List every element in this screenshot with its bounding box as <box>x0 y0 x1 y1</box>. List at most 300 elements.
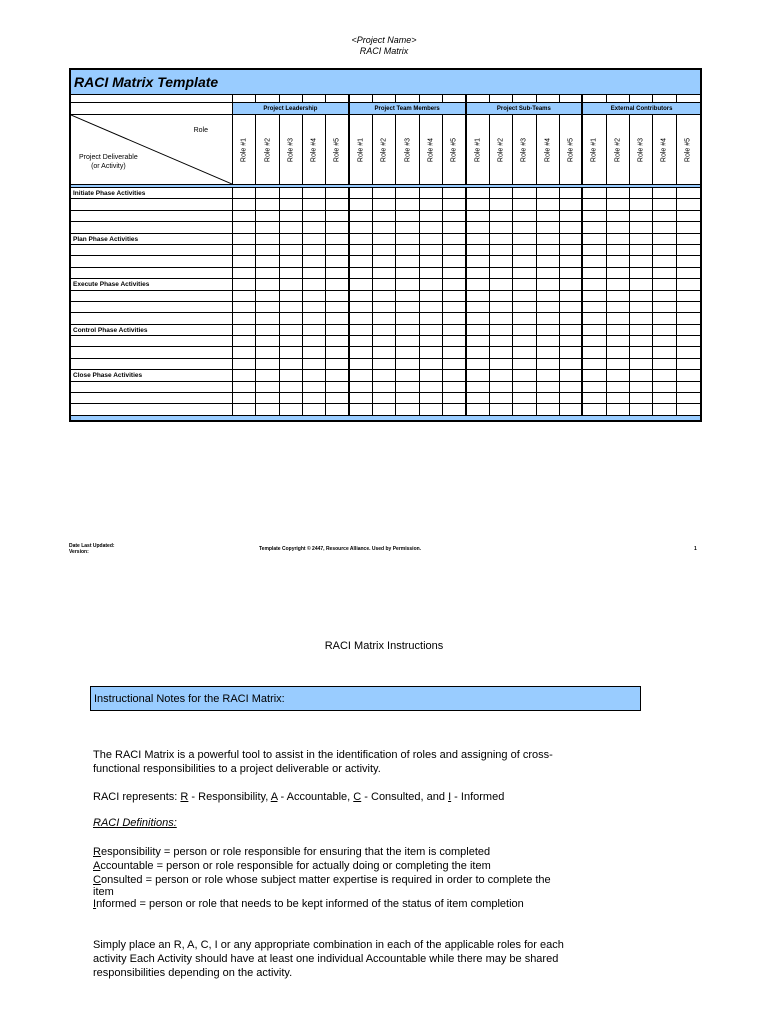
raci-cell <box>350 256 373 267</box>
raci-cell <box>256 234 279 245</box>
role-column-header <box>583 115 606 185</box>
matrix-spacer-cell <box>513 95 536 103</box>
raci-cell <box>280 211 303 222</box>
raci-cell <box>233 336 256 347</box>
raci-cell <box>396 199 419 210</box>
raci-represents-line: RACI represents: R - Responsibility, A - Accountable, C - Consulted, and I - Informed <box>93 791 505 803</box>
activity-cell <box>71 222 233 233</box>
role-column-header <box>630 115 653 185</box>
version-label: Version: <box>69 549 89 555</box>
raci-cell <box>560 302 583 313</box>
raci-cell <box>537 291 560 302</box>
raci-cell <box>326 256 349 267</box>
raci-cell <box>420 302 443 313</box>
raci-cell <box>443 211 466 222</box>
raci-cell <box>607 268 630 279</box>
role-label: Role #4 <box>544 137 552 162</box>
raci-cell <box>280 404 303 415</box>
raci-cell <box>490 222 513 233</box>
raci-cell <box>280 313 303 324</box>
raci-cell <box>653 256 676 267</box>
raci-cell <box>560 256 583 267</box>
matrix-bottom-bar <box>71 416 700 422</box>
raci-cell <box>490 245 513 256</box>
raci-cell <box>396 347 419 358</box>
instructional-notes-heading: Instructional Notes for the RACI Matrix: <box>94 692 285 705</box>
raci-cell <box>653 359 676 370</box>
definition-consulted-cont: item <box>93 886 114 898</box>
raci-cell <box>653 188 676 199</box>
raci-cell <box>373 370 396 381</box>
raci-cell <box>537 188 560 199</box>
raci-cell <box>303 199 326 210</box>
matrix-spacer-cell <box>350 95 373 103</box>
raci-cell <box>677 222 700 233</box>
raci-cell <box>607 199 630 210</box>
raci-cell <box>560 245 583 256</box>
raci-cell <box>420 313 443 324</box>
closing-paragraph <box>93 938 653 980</box>
activity-cell <box>71 382 233 393</box>
raci-cell <box>420 211 443 222</box>
raci-cell <box>280 347 303 358</box>
raci-cell <box>373 359 396 370</box>
raci-cell <box>373 234 396 245</box>
raci-cell <box>490 256 513 267</box>
raci-cell <box>490 313 513 324</box>
raci-cell <box>443 325 466 336</box>
raci-cell <box>256 222 279 233</box>
matrix-spacer-cell <box>607 95 630 103</box>
phase-activity-label: Close Phase Activities <box>71 370 233 381</box>
raci-cell <box>583 382 606 393</box>
role-column-header <box>537 115 560 185</box>
raci-cell <box>350 313 373 324</box>
raci-cell <box>256 359 279 370</box>
raci-cell <box>280 302 303 313</box>
raci-cell <box>630 291 653 302</box>
raci-cell <box>653 291 676 302</box>
raci-cell <box>280 370 303 381</box>
raci-cell <box>350 370 373 381</box>
raci-cell <box>303 302 326 313</box>
role-column-header <box>350 115 373 185</box>
raci-cell <box>467 359 490 370</box>
raci-cell <box>303 404 326 415</box>
raci-cell <box>490 370 513 381</box>
role-column-header <box>560 115 583 185</box>
role-label: Role #2 <box>264 137 272 162</box>
activity-cell <box>71 211 233 222</box>
raci-cell <box>583 222 606 233</box>
raci-cell <box>256 268 279 279</box>
matrix-spacer-cell <box>256 95 279 103</box>
raci-cell <box>607 347 630 358</box>
matrix-spacer-cell <box>373 95 396 103</box>
raci-cell <box>303 222 326 233</box>
activity-cell <box>71 313 233 324</box>
raci-cell <box>537 222 560 233</box>
raci-cell <box>653 211 676 222</box>
matrix-spacer-cell <box>490 95 513 103</box>
raci-cell <box>280 393 303 404</box>
activity-cell <box>71 347 233 358</box>
raci-cell <box>677 336 700 347</box>
raci-cell <box>443 279 466 290</box>
raci-cell <box>513 382 536 393</box>
raci-cell <box>280 245 303 256</box>
raci-cell <box>350 382 373 393</box>
raci-cell <box>326 302 349 313</box>
raci-cell <box>607 370 630 381</box>
raci-cell <box>373 291 396 302</box>
raci-cell <box>256 325 279 336</box>
raci-cell <box>467 404 490 415</box>
raci-cell <box>490 393 513 404</box>
raci-cell <box>513 222 536 233</box>
raci-cell <box>537 313 560 324</box>
role-label: Role #1 <box>474 137 482 162</box>
matrix-spacer-cell <box>653 95 676 103</box>
raci-cell <box>490 291 513 302</box>
raci-cell <box>303 211 326 222</box>
raci-cell <box>233 370 256 381</box>
matrix-spacer-cell <box>443 95 466 103</box>
raci-cell <box>583 245 606 256</box>
raci-cell <box>396 313 419 324</box>
raci-cell <box>420 222 443 233</box>
raci-cell <box>326 313 349 324</box>
raci-cell <box>443 393 466 404</box>
raci-cell <box>373 393 396 404</box>
role-label: Role #2 <box>614 137 622 162</box>
raci-cell <box>513 302 536 313</box>
phase-activity-label: Control Phase Activities <box>71 325 233 336</box>
raci-cell <box>467 256 490 267</box>
role-header-label: Role <box>193 127 208 134</box>
raci-cell <box>677 199 700 210</box>
date-last-updated-label: Date Last Updated: <box>69 543 115 549</box>
raci-cell <box>396 370 419 381</box>
raci-cell <box>443 245 466 256</box>
raci-cell <box>653 268 676 279</box>
raci-cell <box>443 268 466 279</box>
raci-cell <box>653 222 676 233</box>
raci-cell <box>537 347 560 358</box>
instructions-title: RACI Matrix Instructions <box>324 640 444 652</box>
raci-cell <box>326 382 349 393</box>
raci-cell <box>443 199 466 210</box>
role-label: Role #3 <box>404 137 412 162</box>
role-label: Role #4 <box>427 137 435 162</box>
matrix-spacer-cell <box>280 95 303 103</box>
raci-cell <box>677 188 700 199</box>
raci-cell <box>513 393 536 404</box>
raci-cell <box>303 313 326 324</box>
raci-cell <box>373 404 396 415</box>
role-column-header <box>653 115 676 185</box>
role-label: Role #5 <box>684 137 692 162</box>
raci-cell <box>653 199 676 210</box>
raci-cell <box>280 188 303 199</box>
diagonal-divider <box>71 115 232 184</box>
raci-cell <box>443 359 466 370</box>
role-column-header <box>607 115 630 185</box>
raci-cell <box>677 268 700 279</box>
role-group-header: External Contributors <box>583 103 700 115</box>
raci-cell <box>396 268 419 279</box>
raci-cell <box>326 359 349 370</box>
activity-cell <box>71 404 233 415</box>
raci-cell <box>490 199 513 210</box>
raci-cell <box>443 347 466 358</box>
raci-cell <box>350 347 373 358</box>
raci-cell <box>326 393 349 404</box>
raci-cell <box>396 382 419 393</box>
raci-cell <box>677 393 700 404</box>
raci-cell <box>443 370 466 381</box>
page-number: 1 <box>694 546 697 552</box>
raci-cell <box>653 245 676 256</box>
role-label: Role #3 <box>520 137 528 162</box>
matrix-spacer-cell <box>396 95 419 103</box>
matrix-spacer-cell <box>71 95 233 103</box>
raci-cell <box>560 268 583 279</box>
phase-activity-label: Plan Phase Activities <box>71 234 233 245</box>
raci-cell <box>583 268 606 279</box>
raci-cell <box>443 302 466 313</box>
raci-cell <box>233 382 256 393</box>
definition-informed: Informed = person or role that needs to be kept informed of the status of item completion <box>93 898 524 910</box>
raci-cell <box>443 336 466 347</box>
raci-cell <box>373 199 396 210</box>
raci-cell <box>513 291 536 302</box>
raci-cell <box>256 302 279 313</box>
raci-cell <box>560 404 583 415</box>
role-column-header <box>490 115 513 185</box>
raci-cell <box>233 313 256 324</box>
raci-cell <box>233 211 256 222</box>
raci-cell <box>607 336 630 347</box>
raci-cell <box>560 279 583 290</box>
raci-cell <box>583 347 606 358</box>
raci-cell <box>490 211 513 222</box>
raci-cell <box>583 336 606 347</box>
raci-cell <box>677 359 700 370</box>
raci-cell <box>677 404 700 415</box>
matrix-spacer-cell <box>677 95 700 103</box>
raci-cell <box>607 291 630 302</box>
raci-cell <box>677 211 700 222</box>
raci-cell <box>630 382 653 393</box>
role-label: Role #2 <box>497 137 505 162</box>
raci-cell <box>373 302 396 313</box>
raci-cell <box>583 234 606 245</box>
raci-cell <box>350 404 373 415</box>
raci-cell <box>490 404 513 415</box>
raci-cell <box>630 359 653 370</box>
role-label: Role #4 <box>310 137 318 162</box>
raci-cell <box>583 199 606 210</box>
activity-cell <box>71 268 233 279</box>
raci-cell <box>396 393 419 404</box>
raci-cell <box>630 199 653 210</box>
raci-definitions-list <box>93 845 653 911</box>
raci-cell <box>373 211 396 222</box>
raci-cell <box>326 199 349 210</box>
raci-cell <box>677 234 700 245</box>
raci-cell <box>537 211 560 222</box>
raci-cell <box>350 234 373 245</box>
group-header-spacer <box>71 103 233 115</box>
raci-cell <box>607 325 630 336</box>
raci-cell <box>396 336 419 347</box>
raci-cell <box>373 279 396 290</box>
raci-cell <box>280 268 303 279</box>
raci-cell <box>607 404 630 415</box>
raci-cell <box>560 347 583 358</box>
raci-cell <box>537 404 560 415</box>
raci-cell <box>653 234 676 245</box>
raci-cell <box>373 245 396 256</box>
matrix-spacer-cell <box>537 95 560 103</box>
raci-cell <box>443 234 466 245</box>
raci-cell <box>583 256 606 267</box>
raci-cell <box>280 279 303 290</box>
activity-cell <box>71 393 233 404</box>
raci-cell <box>350 199 373 210</box>
raci-cell <box>350 393 373 404</box>
definition-accountable: Accountable = person or role responsible for actually doing or completing the item <box>93 860 491 872</box>
matrix-title-bar <box>71 70 700 95</box>
raci-cell <box>303 245 326 256</box>
raci-cell <box>560 370 583 381</box>
raci-cell <box>537 279 560 290</box>
raci-cell <box>513 370 536 381</box>
closing-line: activity Each Activity should have at least one individual Accountable while there may be shared <box>93 953 559 965</box>
matrix-spacer-cell <box>583 95 606 103</box>
raci-cell <box>490 347 513 358</box>
role-label: Role #1 <box>590 137 598 162</box>
role-label: Role #5 <box>333 137 341 162</box>
raci-cell <box>630 211 653 222</box>
role-column-header <box>373 115 396 185</box>
raci-cell <box>396 325 419 336</box>
raci-cell <box>583 404 606 415</box>
raci-cell <box>537 234 560 245</box>
raci-cell <box>537 370 560 381</box>
raci-cell <box>233 222 256 233</box>
raci-cell <box>513 199 536 210</box>
raci-cell <box>256 393 279 404</box>
raci-cell <box>490 234 513 245</box>
raci-cell <box>630 370 653 381</box>
raci-cell <box>630 279 653 290</box>
raci-cell <box>537 268 560 279</box>
raci-cell <box>396 234 419 245</box>
raci-cell <box>303 325 326 336</box>
raci-cell <box>373 336 396 347</box>
raci-cell <box>420 199 443 210</box>
raci-cell <box>467 279 490 290</box>
raci-cell <box>420 188 443 199</box>
raci-cell <box>560 313 583 324</box>
raci-cell <box>630 268 653 279</box>
raci-cell <box>677 370 700 381</box>
raci-cell <box>513 256 536 267</box>
raci-cell <box>326 211 349 222</box>
raci-cell <box>396 302 419 313</box>
raci-cell <box>350 211 373 222</box>
raci-cell <box>607 222 630 233</box>
raci-cell <box>653 382 676 393</box>
raci-cell <box>653 336 676 347</box>
raci-cell <box>373 325 396 336</box>
raci-cell <box>677 347 700 358</box>
raci-cell <box>560 325 583 336</box>
raci-cell <box>420 370 443 381</box>
raci-cell <box>350 188 373 199</box>
raci-cell <box>467 382 490 393</box>
definition-consulted: Consulted = person or role whose subject matter expertise is required in order to complete the <box>93 874 551 886</box>
raci-cell <box>280 382 303 393</box>
raci-cell <box>560 234 583 245</box>
raci-cell <box>513 211 536 222</box>
role-column-header <box>280 115 303 185</box>
raci-cell <box>350 222 373 233</box>
raci-cell <box>607 188 630 199</box>
raci-cell <box>630 222 653 233</box>
matrix-spacer-cell <box>420 95 443 103</box>
instructional-notes-bar <box>90 686 641 711</box>
raci-cell <box>607 234 630 245</box>
raci-cell <box>467 347 490 358</box>
raci-cell <box>560 222 583 233</box>
raci-cell <box>490 382 513 393</box>
raci-cell <box>303 347 326 358</box>
raci-cell <box>420 382 443 393</box>
raci-cell <box>256 188 279 199</box>
phase-activity-label: Execute Phase Activities <box>71 279 233 290</box>
definition-responsibility: Responsibility = person or role responsible for ensuring that the item is completed <box>93 846 491 858</box>
raci-cell <box>607 245 630 256</box>
document-title-header: RACI Matrix <box>359 46 409 56</box>
intro-paragraph <box>93 748 653 776</box>
raci-cell <box>326 325 349 336</box>
raci-cell <box>280 336 303 347</box>
role-column-header <box>256 115 279 185</box>
raci-cell <box>467 234 490 245</box>
raci-cell <box>560 199 583 210</box>
raci-cell <box>303 188 326 199</box>
role-label: Role #5 <box>450 137 458 162</box>
raci-cell <box>233 291 256 302</box>
raci-cell <box>443 188 466 199</box>
raci-cell <box>607 211 630 222</box>
raci-cell <box>256 211 279 222</box>
raci-cell <box>326 234 349 245</box>
copyright-note: Template Copyright © 2447, Resource Alliance. Used by Permission. <box>259 546 422 552</box>
raci-definitions-heading: RACI Definitions: <box>93 817 177 829</box>
raci-cell <box>373 313 396 324</box>
raci-cell <box>303 370 326 381</box>
raci-cell <box>583 188 606 199</box>
raci-cell <box>583 302 606 313</box>
raci-cell <box>420 291 443 302</box>
raci-cell <box>350 302 373 313</box>
raci-cell <box>677 291 700 302</box>
raci-cell <box>653 325 676 336</box>
